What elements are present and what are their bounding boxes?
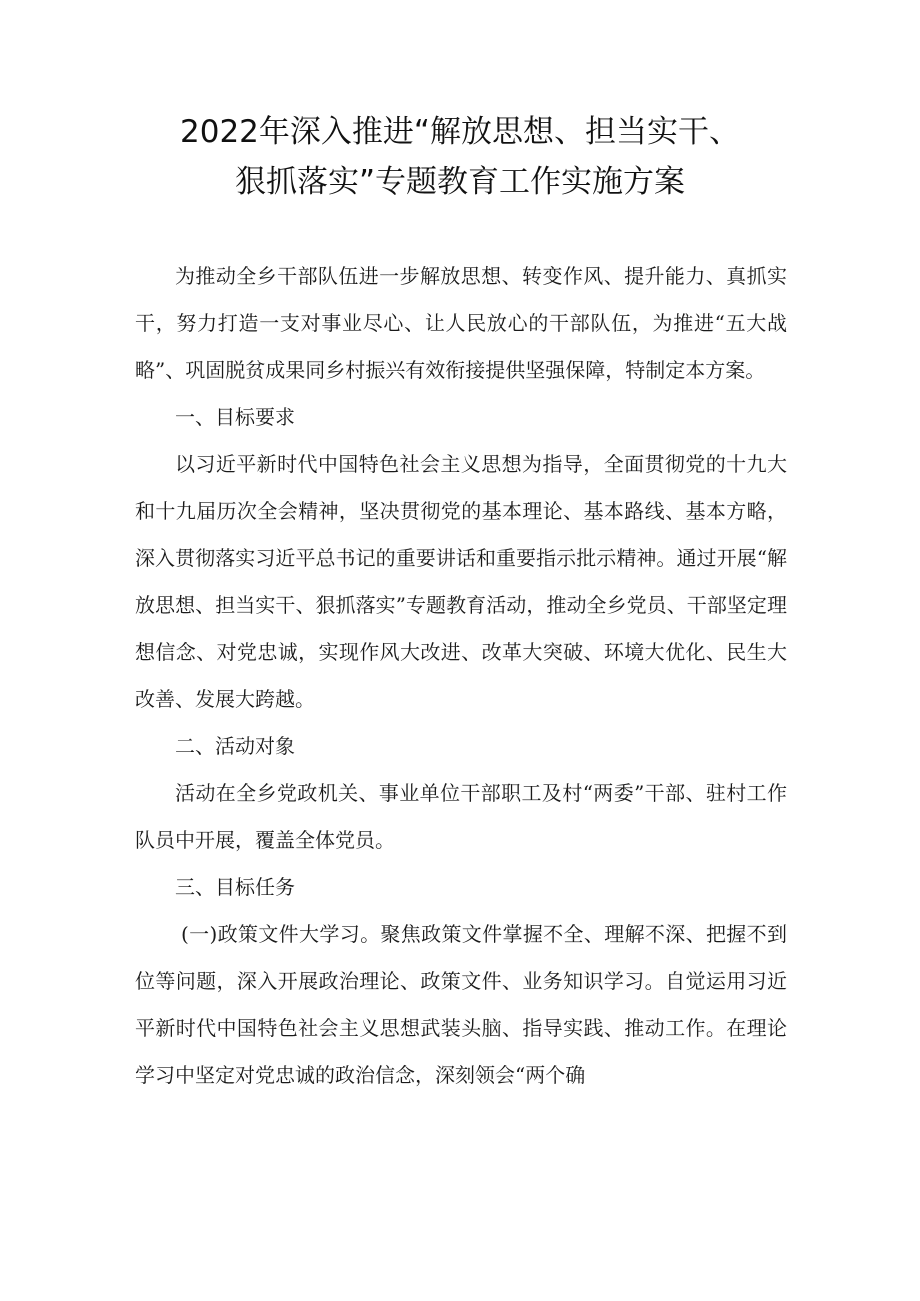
- intro-paragraph: 为推动全乡干部队伍进一步解放思想、转变作风、提升能力、真抓实干，努力打造一支对事业尽心、让人民放心的干部队伍，为推进“五大战略”、巩固脱贫成果同乡村振兴有效衔接提供坚强保障，特制定本方案。: [135, 264, 787, 382]
- section-heading-tasks: 三、目标任务: [175, 875, 295, 899]
- document-body: [135, 253, 787, 1099]
- goals-paragraph: 以习近平新时代中国特色社会主义思想为指导，全面贯彻党的十九大和十九届历次全会精神，坚决贯彻党的基本理论、基本路线、基本方略，深入贯彻落实习近平总书记的重要讲话和重要指示批示精神。通过开展“解放思想、担当实干、狠抓落实”专题教育活动，推动全乡党员、干部坚定理想信念、对党忠诚，实现作风大改进、改革大突破、环境大优化、民生大改善、发展大跨越。: [135, 452, 787, 711]
- section-heading-targets: 二、活动对象: [175, 734, 295, 758]
- task-1-paragraph: (一)政策文件大学习。聚焦政策文件掌握不全、理解不深、把握不到位等问题，深入开展政治理论、政策文件、业务知识学习。自觉运用习近平新时代中国特色社会主义思想武装头脑、指导实践、推动工作。在理论学习中坚定对党忠诚的政治信念，深刻领会“两个确: [135, 922, 787, 1087]
- section-heading-goals: 一、目标要求: [175, 405, 295, 429]
- document-title-line-1: 2022年深入推进“解放思想、担当实干、: [180, 114, 740, 150]
- document-title-line-2: 狠抓落实”专题教育工作实施方案: [234, 164, 686, 200]
- targets-paragraph: 活动在全乡党政机关、事业单位干部职工及村“两委”干部、驻村工作队员中开展，覆盖全体党员。: [135, 781, 787, 852]
